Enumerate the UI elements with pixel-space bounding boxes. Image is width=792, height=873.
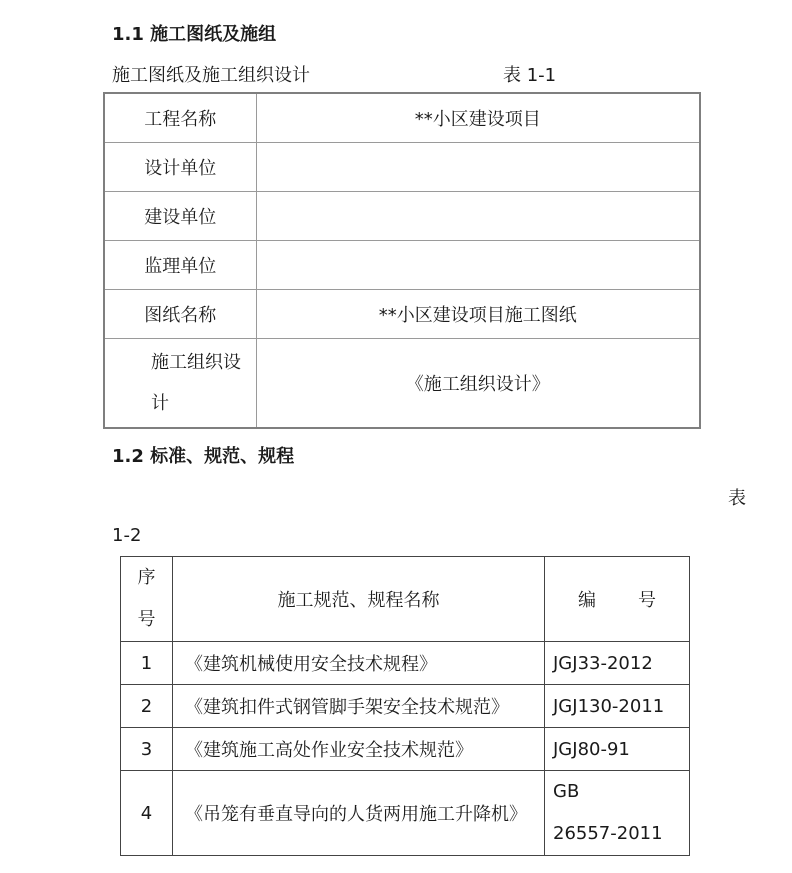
row-label: 工程名称 (104, 93, 256, 142)
header-code (545, 557, 690, 642)
row-number: 3 (121, 728, 173, 771)
row-number: 1 (121, 642, 173, 685)
table-row (121, 642, 690, 685)
drawings-table (103, 92, 701, 429)
row-label: 设计单位 (104, 142, 256, 191)
header-code-left: 编 (578, 590, 596, 611)
row-value (256, 142, 700, 191)
row-name: 《建筑施工高处作业安全技术规范》 (173, 728, 545, 771)
row-label: 监理单位 (104, 240, 256, 289)
table-2-caption-part-2: 1-2 (112, 525, 142, 546)
row-code-line-1: GB (553, 781, 580, 802)
section-2-heading: 1.2 标准、规范、规程 (112, 446, 295, 467)
row-value: **小区建设项目 (256, 93, 700, 142)
table-1-caption-title: 施工图纸及施工组织设计 (112, 65, 310, 86)
row-name: 《吊笼有垂直导向的人货两用施工升降机》 (173, 771, 545, 856)
header-code-right: 号 (638, 590, 656, 611)
row-code: JGJ130-2011 (545, 685, 690, 728)
row-label-line-1: 施工组织设 (151, 351, 241, 373)
header-number-line-2: 号 (137, 609, 156, 630)
table-row (104, 191, 700, 240)
table-row (104, 240, 700, 289)
header-number-line-1: 序 (137, 567, 156, 588)
row-value: **小区建设项目施工图纸 (256, 289, 700, 338)
table-header-row (121, 557, 690, 642)
row-name: 《建筑机械使用安全技术规程》 (173, 642, 545, 685)
row-number: 2 (121, 685, 173, 728)
table-row (104, 142, 700, 191)
row-label: 图纸名称 (104, 289, 256, 338)
row-value: 《施工组织设计》 (256, 338, 700, 428)
row-value (256, 191, 700, 240)
row-label (104, 338, 256, 428)
table-row (104, 93, 700, 142)
row-code-line-2: 26557-2011 (553, 823, 663, 844)
row-number: 4 (121, 771, 173, 856)
table-row (104, 338, 700, 428)
header-name: 施工规范、规程名称 (173, 557, 545, 642)
table-row (121, 771, 690, 856)
row-label-line-2: 计 (151, 392, 169, 414)
table-row (121, 728, 690, 771)
table-2-caption-part-1: 表 (728, 488, 746, 509)
header-number (121, 557, 173, 642)
row-code: JGJ80-91 (545, 728, 690, 771)
table-row (104, 289, 700, 338)
table-1-caption-number: 表 1-1 (503, 65, 557, 86)
standards-table (120, 556, 690, 856)
row-code (545, 771, 690, 856)
section-1-heading: 1.1 施工图纸及施组 (112, 24, 277, 45)
row-value (256, 240, 700, 289)
row-name: 《建筑扣件式钢管脚手架安全技术规范》 (173, 685, 545, 728)
table-row (121, 685, 690, 728)
row-label: 建设单位 (104, 191, 256, 240)
row-code: JGJ33-2012 (545, 642, 690, 685)
